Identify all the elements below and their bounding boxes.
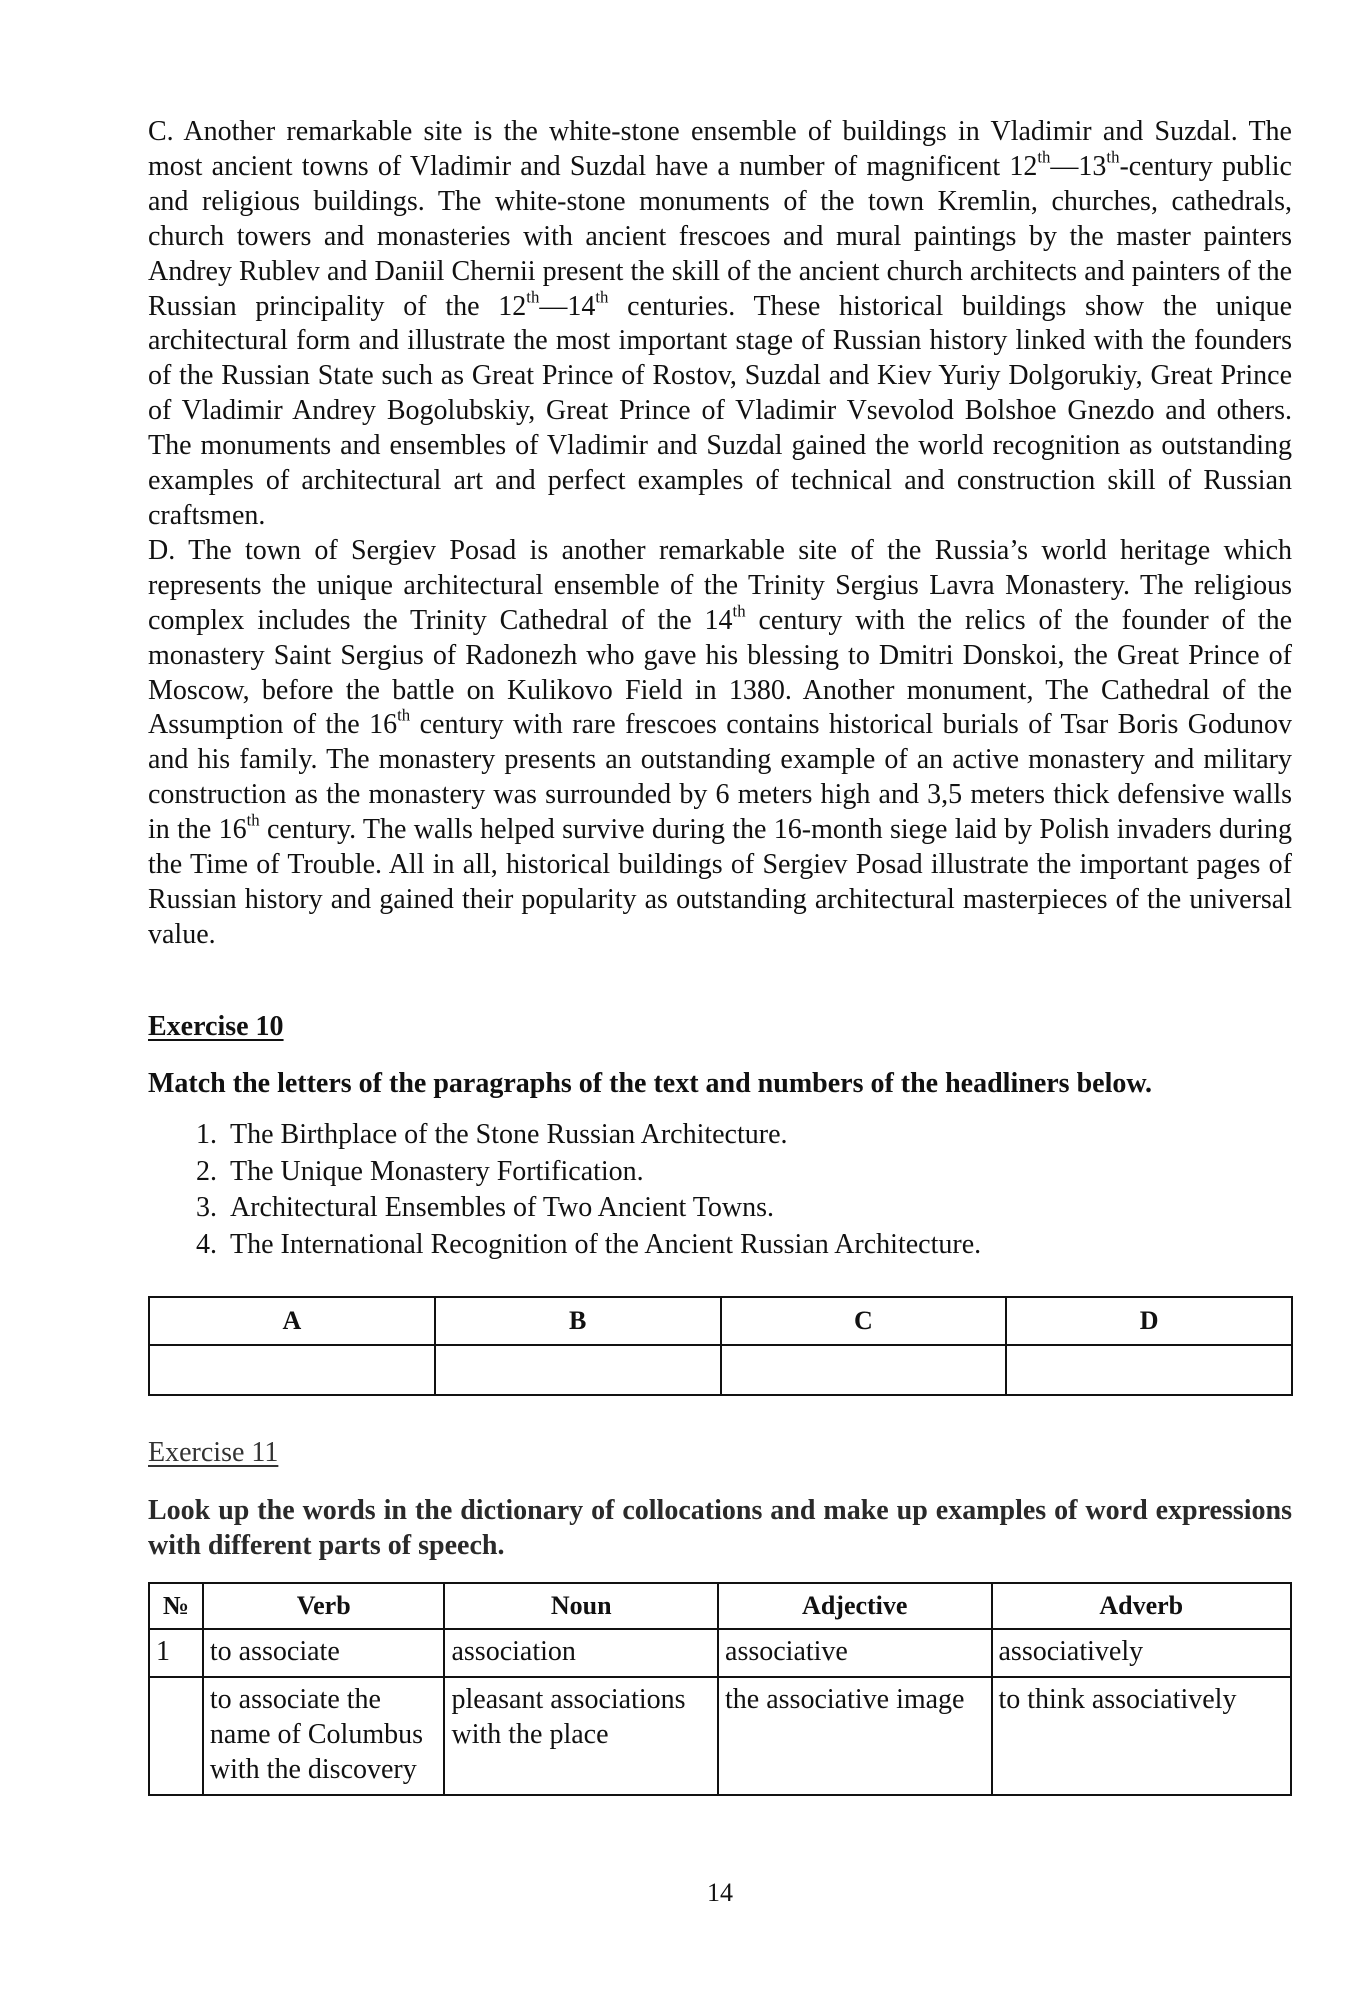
table-cell: association [444,1629,718,1677]
table-cell [149,1677,203,1795]
list-item: 3. Architectural Ensembles of Two Ancient Towns. [196,1192,775,1223]
paragraph-letter: C. [148,116,174,147]
column-header: A [149,1297,435,1345]
table-row [149,1677,1291,1795]
match-table [148,1296,1293,1396]
column-header: № [149,1583,203,1629]
table-header-row [149,1297,1292,1345]
answer-cell[interactable] [435,1345,721,1395]
column-header: Verb [203,1583,445,1629]
paragraph-d: D. The town of Sergiev Posad is another remarkable site of the Russia’s world heritage which represents the unique architectural ensemble of the Trinity Sergius Lavra Monastery. The religious complex includes the Trinity Cathedral of the 14th century with the relics of the founder of the monastery Saint Sergius of Radonezh who gave his blessing to Dmitri Donskoi, the Great Prince of Moscow, before the battle on Kulikovo Field in 1380. Another monument, The Cathedral of the Assumption of the 16th century with rare frescoes contains historical burials of Tsar Boris Godunov and his family. The monastery presents an outstanding example of an active monastery and military construction as the monastery was surrounded by 6 meters high and 3,5 meters thick defensive walls in the 16th century. The walls helped survive during the 16-month siege laid by Polish invaders during the Time of Trouble. All in all, historical buildings of Sergiev Posad illustrate the important pages of Russian history and gained their popularity as outstanding architectural masterpieces of the universal value. [148,534,1293,950]
column-header: C [721,1297,1007,1345]
exercise-11-title: Exercise 11 [148,1437,279,1468]
column-header: Adjective [718,1583,991,1629]
table-row [149,1345,1292,1395]
headliner-list [148,1117,981,1263]
table-cell: the associative image [718,1677,991,1795]
exercise-10-title: Exercise 10 [148,1011,284,1042]
page-number: 14 [707,1878,733,1907]
table-cell: to associate [203,1629,445,1677]
column-header: Adverb [992,1583,1292,1629]
reading-text [148,115,1292,953]
column-header: B [435,1297,721,1345]
answer-cell[interactable] [1006,1345,1292,1395]
paragraph-letter: D. [148,534,176,566]
table-cell: to associate the name of Columbus with the discovery [203,1677,445,1795]
table-cell: associative [718,1629,991,1677]
column-header: D [1006,1297,1292,1345]
exercise-11-instruction: Look up the words in the dictionary of collocations and make up examples of word expressions with different parts of speech. [148,1495,1292,1561]
table-header-row [149,1583,1291,1629]
column-header: Noun [444,1583,718,1629]
answer-cell[interactable] [721,1345,1007,1395]
exercise-10-instruction: Match the letters of the paragraphs of the text and numbers of the headliners below. [148,1068,1153,1099]
collocation-table [148,1582,1292,1796]
table-row [149,1629,1291,1677]
table-cell: associatively [992,1629,1292,1677]
paragraph-c: C. Another remarkable site is the white-stone ensemble of buildings in Vladimir and Suzdal. The most ancient towns of Vladimir and Suzdal have a number of magnificent 12th—13th-century public and religious buildings. The white-stone monuments of the town Kremlin, churches, cathedrals, church towers and monasteries with ancient frescoes and mural paintings by the master painters Andrey Rublev and Daniil Chernii present the skill of the ancient church architects and painters of the Russian principality of the 12th—14th centuries. These historical buildings show the unique architectural form and illustrate the most important stage of Russian history linked with the founders of the Russian State such as Great Prince of Rostov, Suzdal and Kiev Yuriy Dolgorukiy, Great Prince of Vladimir Andrey Bogolubskiy, Great Prince of Vladimir Vsevolod Bolshoe Gnezdo and others. The monuments and ensembles of Vladimir and Suzdal gained the world recognition as outstanding examples of architectural art and perfect examples of technical and construction skill of Russian craftsmen. [148,116,1292,531]
list-item: 2. The Unique Monastery Fortification. [196,1155,644,1187]
table-cell: to think associatively [992,1677,1292,1795]
table-cell: 1 [149,1629,203,1677]
list-item: 1. The Birthplace of the Stone Russian Architecture. [196,1119,788,1150]
answer-cell[interactable] [149,1345,435,1395]
list-item: 4. The International Recognition of the Ancient Russian Architecture. [196,1228,982,1260]
table-cell: pleasant associations with the place [444,1677,718,1795]
